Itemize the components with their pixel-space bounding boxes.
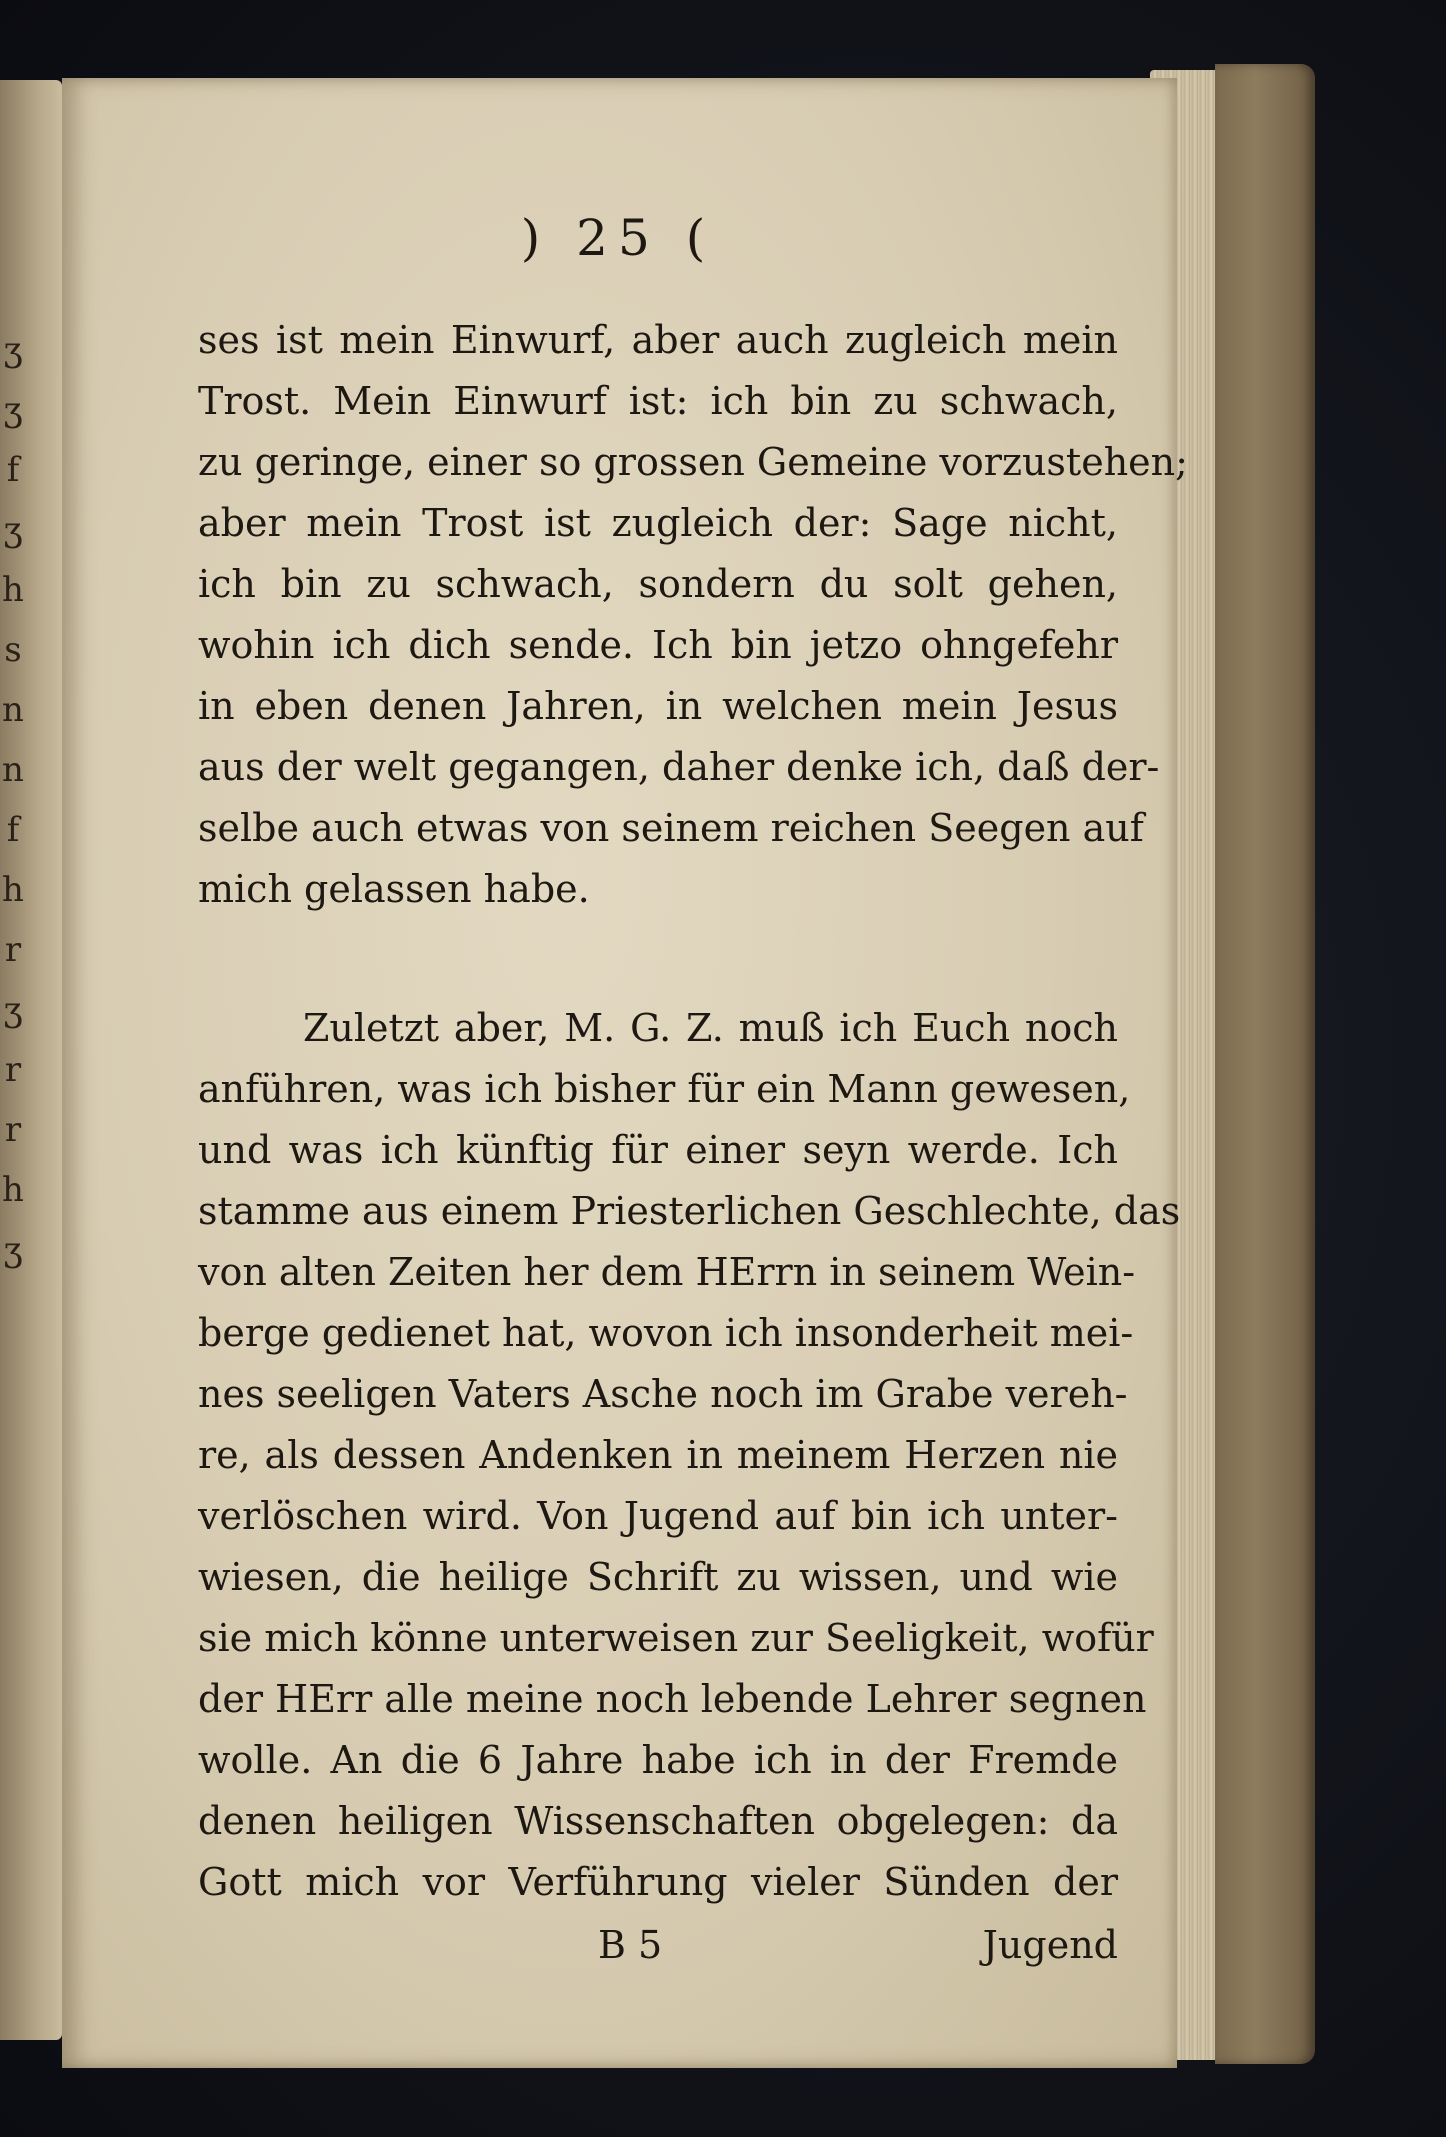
text-line: denen heiligen Wissenschaften obgelegen: da [198, 1799, 1118, 1843]
text-line: Trost. Mein Einwurf ist: ich bin zu schwach, [198, 379, 1118, 423]
facing-page-edge [0, 80, 62, 2040]
text-line: wohin ich dich sende. Ich bin jetzo ohngefehr [198, 623, 1118, 667]
facing-page-glyph: s [4, 630, 22, 670]
text-line: aus der welt gegangen, daher denke ich, daß der- [198, 745, 1160, 789]
facing-page-glyph: r [4, 1050, 22, 1090]
text-line: ich bin zu schwach, sondern du solt gehen, [198, 562, 1118, 606]
facing-page-glyph: h [2, 1170, 24, 1210]
book-cover-edge [1215, 64, 1315, 2064]
page-text-block [198, 208, 1188, 1976]
text-line: wiesen, die heilige Schrift zu wissen, und wie [198, 1555, 1118, 1599]
facing-page-glyph: f [6, 450, 20, 490]
facing-page-glyph: n [2, 750, 24, 790]
facing-page-glyph: h [2, 570, 24, 610]
paragraph-2 [198, 998, 1181, 1913]
page-number-header: ) 25 ( [520, 209, 716, 267]
text-line: und was ich künftig für einer seyn werde. Ich [198, 1128, 1118, 1172]
text-line: zu geringe, einer so grossen Gemeine vorzustehen; [198, 440, 1188, 484]
text-line: mich gelassen habe. [198, 867, 590, 911]
catchword: Jugend [982, 1923, 1118, 1967]
facing-page-glyph: ʒ [3, 1230, 23, 1270]
text-line: aber mein Trost ist zugleich der: Sage nicht, [198, 501, 1118, 545]
text-line: berge gedienet hat, wovon ich insonderheit mei- [198, 1311, 1134, 1355]
text-line: wolle. An die 6 Jahre habe ich in der Fremde [198, 1738, 1118, 1782]
text-line: re, als dessen Andenken in meinem Herzen nie [198, 1433, 1118, 1477]
text-line: stamme aus einem Priesterlichen Geschlechte, das [198, 1189, 1181, 1233]
text-line: der HErr alle meine noch lebende Lehrer segnen [198, 1677, 1147, 1721]
facing-page-glyph: ʒ [3, 390, 23, 430]
text-line: sie mich könne unterweisen zur Seeligkeit, wofür [198, 1616, 1154, 1660]
facing-page-glyph: h [2, 870, 24, 910]
facing-page-glyph: f [6, 810, 20, 850]
text-line: in eben denen Jahren, in welchen mein Jesus [198, 684, 1118, 728]
text-line: von alten Zeiten her dem HErrn in seinem Wein- [198, 1250, 1136, 1294]
text-line: Zuletzt aber, M. G. Z. muß ich Euch noch [303, 1006, 1118, 1050]
page-footer [198, 1915, 1118, 1976]
facing-page-glyph: r [4, 1110, 22, 1150]
facing-page-glyph: ʒ [3, 330, 23, 370]
facing-page-glyph: r [4, 930, 22, 970]
paragraph-1 [198, 310, 1188, 920]
facing-page-glyph: ʒ [3, 990, 23, 1030]
text-line: anführen, was ich bisher für ein Mann gewesen, [198, 1067, 1131, 1111]
text-line: Gott mich vor Verführung vieler Sünden der [198, 1860, 1118, 1904]
signature-mark: B 5 [598, 1923, 663, 1967]
paragraph-gap [198, 920, 1118, 998]
facing-page-letters [0, 320, 26, 1280]
book-page [62, 78, 1188, 2068]
facing-page-glyph: n [2, 690, 24, 730]
text-line: selbe auch etwas von seinem reichen Seegen auf [198, 806, 1144, 850]
facing-page-glyph: ʒ [3, 510, 23, 550]
text-line: ses ist mein Einwurf, aber auch zugleich mein [198, 318, 1118, 362]
text-line: nes seeligen Vaters Asche noch im Grabe vereh- [198, 1372, 1128, 1416]
text-line: verlöschen wird. Von Jugend auf bin ich unter- [198, 1494, 1118, 1538]
